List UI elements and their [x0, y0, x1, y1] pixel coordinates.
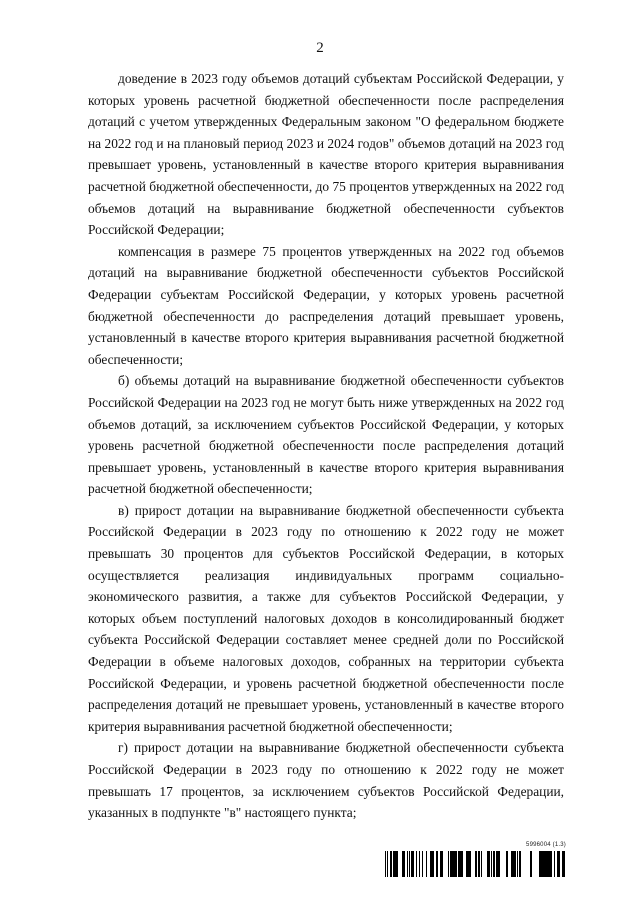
barcode-block [384, 842, 566, 882]
paragraph-b: б) объемы дотаций на выравнивание бюджетной обеспеченности субъектов Российской Федерации на 2023 год не могут быть ниже утвержденных на 2022 год объемов дотаций, за исключением субъектов Российской Федерации, у которых уровень расчетной бюджетной обеспеченности после распределения дотаций превышает уровень, установленный в качестве второго критерия выравнивания расчетной бюджетной обеспеченности; [88, 373, 564, 497]
barcode-icon [384, 851, 566, 877]
page-number: 2 [316, 40, 324, 56]
paragraph-v: в) прирост дотации на выравнивание бюджетной обеспеченности субъекта Российской Федерации в 2023 году по отношению к 2022 году не может превышать 30 процентов для субъектов Российской Федерации, в которых осуществляется реализация индивидуальных программ социально-экономического развития, а также для субъектов Российской Федерации, у которых объем поступлений налоговых доходов в консолидированный бюджет субъекта Российской Федерации составляет менее средней доли по Российской Федерации в объеме налоговых доходов, собранных на территории субъекта Российской Федерации, и уровень расчетной бюджетной обеспеченности после распределения дотаций не превышает уровень, установленный в качестве второго критерия выравнивания расчетной бюджетной обеспеченности; [88, 502, 564, 734]
paragraph-g: г) прирост дотации на выравнивание бюджетной обеспеченности субъекта Российской Федерации в 2023 году по отношению к 2022 году не может превышать 17 процентов, за исключением субъектов Российской Федерации, указанных в подпункте "в" настоящего пункта; [88, 740, 564, 821]
paragraph-compensation: компенсация в размере 75 процентов утвержденных на 2022 год объемов дотаций на выравнивание бюджетной обеспеченности субъектов Российской Федерации субъектам Российской Федерации, у которых уровень расчетной бюджетной обеспеченности до распределения дотаций превышает уровень, установленный в качестве второго критерия выравнивания расчетной бюджетной обеспеченности; [88, 243, 564, 367]
paragraph-dotations-bring: доведение в 2023 году объемов дотаций субъектам Российской Федерации, у которых уровень расчетной бюджетной обеспеченности после распределения дотаций с учетом утвержденных Федеральным законом "О федеральном бюджете на 2022 год и на плановый период 2023 и 2024 годов" объемов дотаций на 2023 год превышает уровень, установленный в качестве второго критерия выравнивания расчетной бюджетной обеспеченности, до 75 процентов утвержденных на 2022 год объемов дотаций на выравнивание бюджетной обеспеченности субъектов Российской Федерации; [88, 71, 564, 238]
barcode-caption: 5996004 (1.3) [526, 842, 566, 848]
body-text [88, 68, 564, 824]
